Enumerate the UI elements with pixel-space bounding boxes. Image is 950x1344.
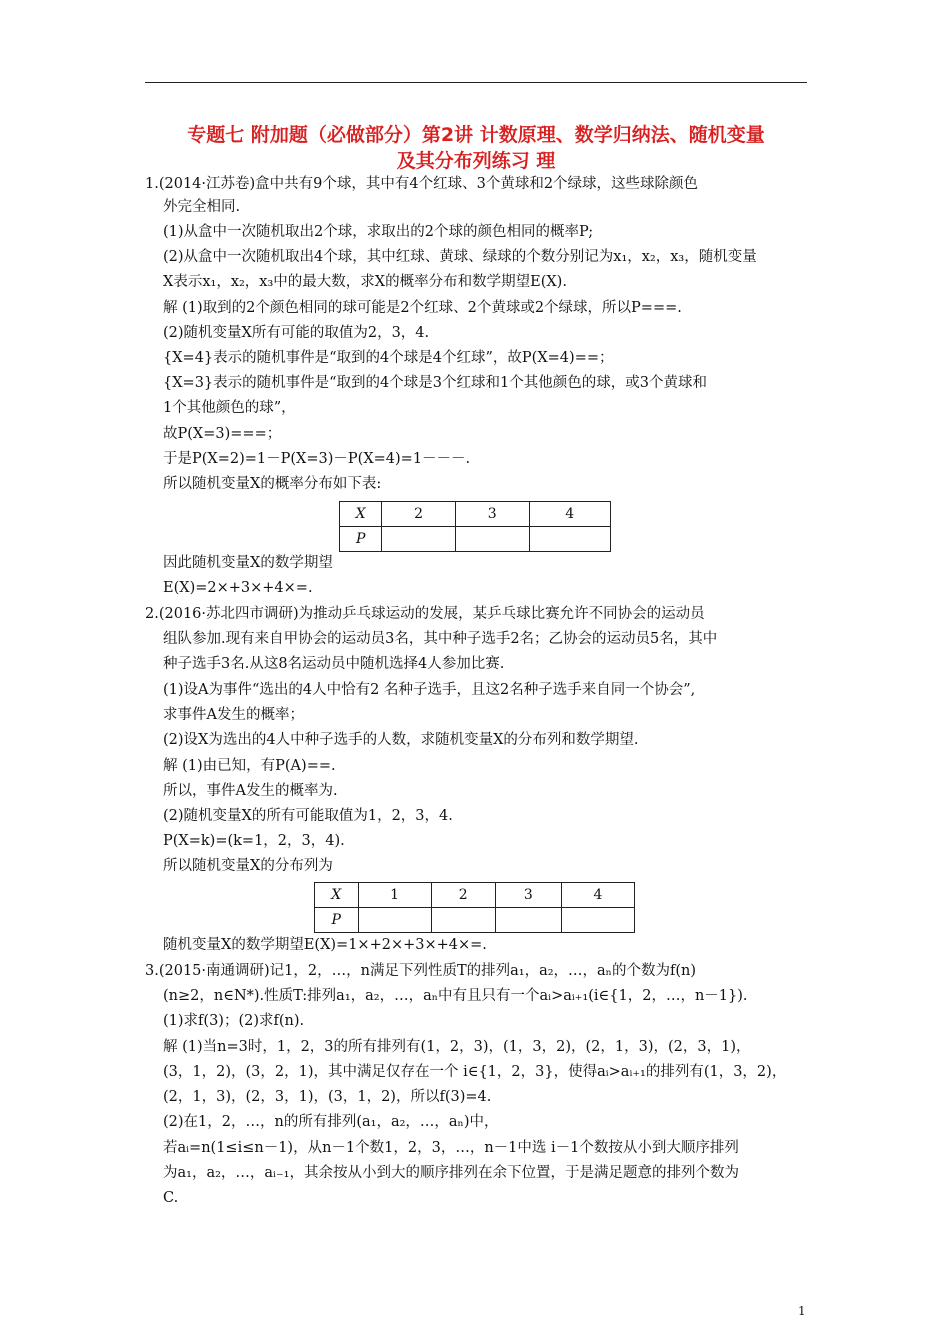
q3-line-9: 为a₁，a₂，…，aᵢ₋₁，其余按从小到大的顺序排列在余下位置，于是满足题意的排列个数为 [163,1165,739,1181]
page-number: 1 [798,1304,806,1318]
header-rule [145,82,807,83]
q1-line-6: 解 (1)取到的2个颜色相同的球可能是2个红球、2个黄球或2个绿球，所以P===. [163,300,682,316]
table-row [315,908,635,933]
q1-distribution-table [339,501,611,552]
q2-line-9: (2)随机变量X的所有可能取值为1，2，3，4. [163,808,453,824]
q3-line-4: 解 (1)当n=3时，1，2，3的所有排列有(1，2，3)，(1，3，2)，(2，1，3)，(2，3，1)， [163,1039,751,1055]
q1-line-14: 因此随机变量X的数学期望 [163,555,333,571]
q2-line-12: 随机变量X的数学期望E(X)=1×+2×+3×+4×=. [163,937,487,953]
q2-line-10: P(X=k)=(k=1，2，3，4). [163,833,345,849]
table-cell: P [340,527,382,552]
q3-line-8: 若aᵢ=n(1≤i≤n－1)，从n－1个数1，2，3，…，n－1中选 i－1个数按从小到大顺序排列 [163,1140,739,1156]
q1-line-5: X表示x₁，x₂，x₃中的最大数，求X的概率分布和数学期望E(X). [163,274,567,290]
q3-line-3: (1)求f(3)；(2)求f(n). [163,1013,305,1029]
table-row [315,883,635,908]
q2-distribution-table [314,882,635,933]
q2-line-8: 所以，事件A发生的概率为. [163,783,338,799]
q1-line-15: E(X)=2×+3×+4×=. [163,580,313,596]
q1-line-13: 所以随机变量X的概率分布如下表: [163,476,382,492]
table-cell: 1 [358,883,431,908]
q3-line-5: (3，1，2)，(3，2，1)，其中满足仅存在一个 i∈{1，2，3}，使得aᵢ>aᵢ₊₁的排列有(1，3，2)， [163,1064,787,1080]
table-cell: X [340,502,382,527]
table-cell: 2 [431,883,495,908]
q2-line-1: 2.(2016·苏北四市调研)为推动乒乓球运动的发展，某乒乓球比赛允许不同协会的运动员 [145,606,705,622]
table-cell: 4 [561,883,634,908]
table-cell [495,908,561,933]
q3-line-2: (n≥2，n∈N*).性质T:排列a₁，a₂，…，aₙ中有且只有一个aᵢ>aᵢ₊₁(i∈{1，2，…，n－1}). [163,988,748,1004]
page-title: 专题七 附加题（必做部分）第2讲 计数原理、数学归纳法、随机变量 [187,124,765,146]
table-cell [561,908,634,933]
q2-line-2: 组队参加.现有来自甲协会的运动员3名，其中种子选手2名；乙协会的运动员5名，其中 [163,631,718,647]
q1-line-4: (2)从盒中一次随机取出4个球，其中红球、黄球、绿球的个数分别记为x₁，x₂，x₃，随机变量 [163,249,757,265]
q2-line-11: 所以随机变量X的分布列为 [163,858,333,874]
q1-line-8: {X=4}表示的随机事件是“取到的4个球是4个红球”，故P(X=4)==； [163,350,614,366]
page-title-line2: 及其分布列练习 理 [396,150,556,172]
table-cell: 3 [495,883,561,908]
q1-line-2: 外完全相同. [163,199,241,215]
q3-line-10: C. [163,1190,179,1206]
q2-line-3: 种子选手3名.从这8名运动员中随机选择4人参加比赛. [163,656,505,672]
table-row [340,502,611,527]
table-cell [431,908,495,933]
q1-line-11: 故P(X=3)===； [163,426,282,442]
q2-line-7: 解 (1)由已知，有P(A)==. [163,758,336,774]
table-cell: 3 [455,502,529,527]
q2-line-6: (2)设X为选出的4人中种子选手的人数，求随机变量X的分布列和数学期望. [163,732,639,748]
q2-line-4: (1)设A为事件“选出的4人中恰有2 名种子选手，且这2名种子选手来自同一个协会”, [163,682,696,698]
q3-line-1: 3.(2015·南通调研)记1，2，…，n满足下列性质T的排列a₁，a₂，…，aₙ的个数为f(n) [145,963,696,979]
table-cell [382,527,456,552]
table-cell: 4 [529,502,610,527]
q3-line-7: (2)在1，2，…，n的所有排列(a₁，a₂，…，aₙ)中， [163,1114,499,1130]
q2-line-5: 求事件A发生的概率； [163,707,304,723]
q1-line-10: 1个其他颜色的球”， [163,400,296,416]
table-row [340,527,611,552]
q3-line-6: (2，1，3)，(2，3，1)，(3，1，2)，所以f(3)=4. [163,1089,492,1105]
table-cell [529,527,610,552]
q1-line-3: (1)从盒中一次随机取出2个球，求取出的2个球的颜色相同的概率P; [163,224,594,240]
table-cell: X [315,883,359,908]
table-cell [455,527,529,552]
q1-line-1: 1.(2014·江苏卷)盒中共有9个球，其中有4个红球、3个黄球和2个绿球，这些球除颜色 [145,176,699,192]
q1-line-12: 于是P(X=2)=1－P(X=3)－P(X=4)=1－－－. [163,451,471,467]
table-cell [358,908,431,933]
table-cell: 2 [382,502,456,527]
q1-line-9: {X=3}表示的随机事件是“取到的4个球是3个红球和1个其他颜色的球，或3个黄球和 [163,375,707,391]
q1-line-7: (2)随机变量X所有可能的取值为2，3，4. [163,325,430,341]
table-cell: P [315,908,359,933]
